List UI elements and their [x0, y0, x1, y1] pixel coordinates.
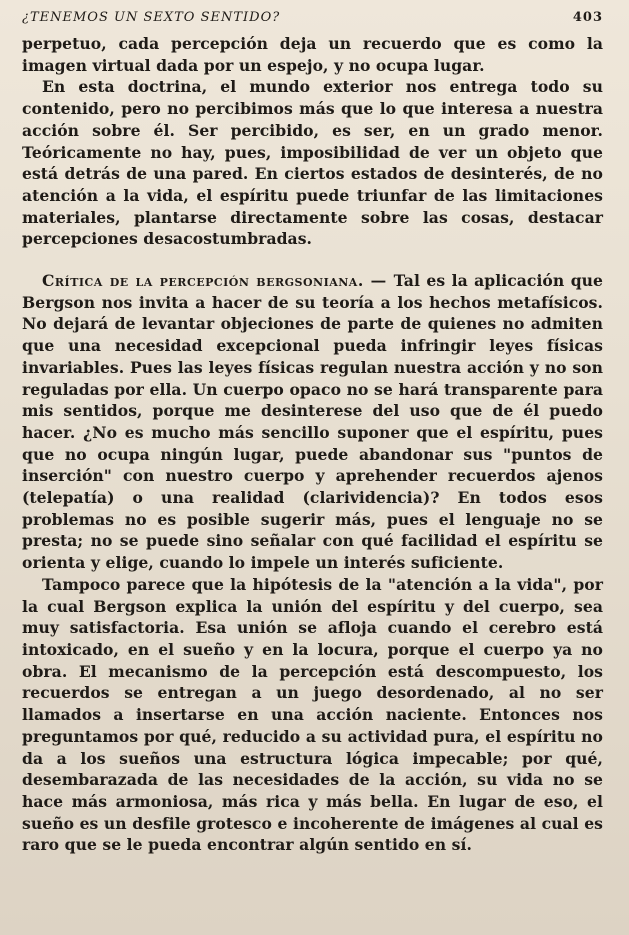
running-head: [22, 10, 603, 25]
paragraph-critique-text: Tal es la aplicación que Bergson nos invita a hacer de su teoría a los hechos metafísicos. No dejará de levantar objeciones de parte de quienes no admiten que una necesidad excepcional pueda infringir leyes físicas invariables. Pues las leyes físicas regulan nuestra acción y no son reguladas por ella. Un cuerpo opaco no se hará transparente para mis sentidos, porque me desinterese del uso que de él puedo hacer. ¿No es mucho más sencillo suponer que el espíritu, pues que no ocupa ningún lugar, puede abandonar sus "puntos de inserción" con nuestro cuerpo y aprehender recuerdos ajenos (telepatía) o una realidad (clarividencia)? En todos esos problemas no es posible sugerir más, pues el lenguaje no se presta; no se puede sino señalar con qué facilidad el espíritu se orienta y elige, cuando lo impele un interés suficiente.: [22, 271, 604, 573]
paragraph-doctrine: En esta doctrina, el mundo exterior nos entrega todo su contenido, pero no percibimos más que lo que interesa a nuestra acción sobre él. Ser percibido, es ser, en un grado menor. Teóricamente no hay, pues, imposibilidad de ver un objeto que está detrás de una pared. En ciertos estados de desinterés, de no atención a la vida, el espíritu puede triunfar de las limitaciones materiales, plantarse directamente sobre las cosas, destacar percepciones desacostumbradas.: [22, 77, 603, 249]
body-text: [22, 33, 603, 856]
paragraph-critique: [22, 270, 603, 574]
running-head-title: ¿TENEMOS UN SEXTO SENTIDO?: [22, 10, 281, 25]
section-heading: Crítica de la percepción bergsoniana. —: [42, 271, 394, 291]
paragraph-continuation: perpetuo, cada percepción deja un recuerdo que es como la imagen virtual dada por un espejo, y no ocupa lugar.: [22, 34, 603, 75]
page-number: 403: [572, 10, 603, 25]
paragraph-attention: Tampoco parece que la hipótesis de la "atención a la vida", por la cual Bergson explica la unión del espíritu y del cuerpo, sea muy satisfactoria. Esa unión se afloja cuando el cerebro está intoxicado, en el sueño y en la locura, porque el cuerpo ya no obra. El mecanismo de la percepción está descompuesto, los recuerdos se entregan a un juego desordenado, al no ser llamados a insertarse en una acción naciente. Entonces nos preguntamos por qué, reducido a su actividad pura, el espíritu no da a los sueños una estructura lógica impecable; por qué, desembarazada de las necesidades de la acción, su vida no se hace más armoniosa, más rica y más bella. En lugar de eso, el sueño es un desfile grotesco e incoherente de imágenes al cual es raro que se le pueda encontrar algún sentido en sí.: [22, 574, 603, 855]
